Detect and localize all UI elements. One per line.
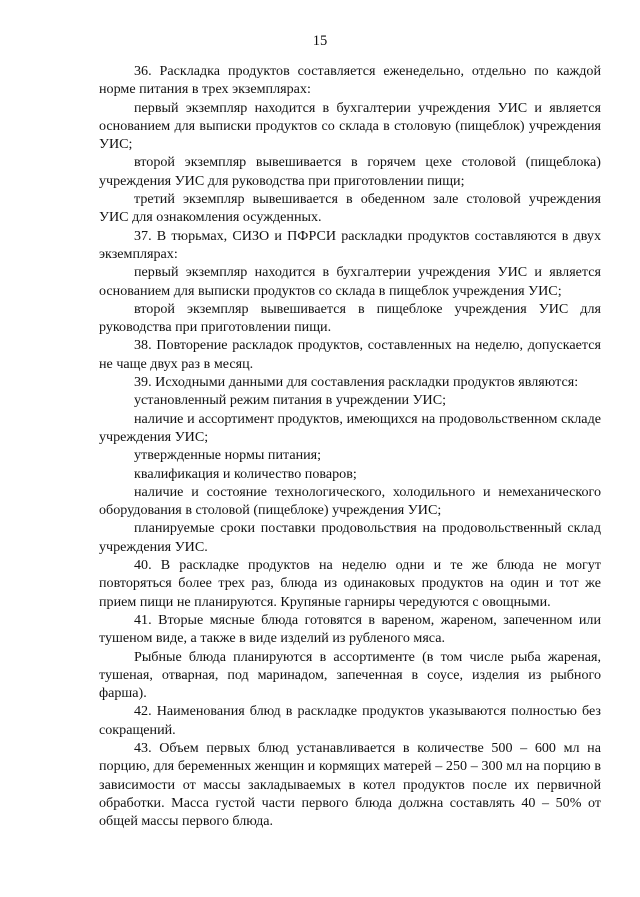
paragraph-39-item-3: утвержденные нормы питания; bbox=[134, 447, 322, 464]
paragraph-36: 36. Раскладка продуктов составляется еженедельно, отдельно по каждой норме питания в трех экземплярах: bbox=[99, 63, 601, 98]
paragraph-36-copy-1: первый экземпляр находится в бухгалтерии учреждения УИС и является основанием для выписки продуктов со склада в столовую (пищеблок) учреждения УИС; bbox=[99, 99, 601, 153]
paragraph-36-copy-2: второй экземпляр вывешивается в горячем цехе столовой (пищеблока) учреждения УИС для руководства при приготовлении пищи; bbox=[99, 154, 601, 189]
paragraph-39-item-6: планируемые сроки поставки продовольствия на продовольственный склад учреждения УИС. bbox=[99, 520, 601, 555]
page-number: 15 bbox=[312, 33, 328, 49]
document-body bbox=[99, 62, 601, 830]
paragraph-36-copy-3: третий экземпляр вывешивается в обеденном зале столовой учреждения УИС для ознакомления осужденных. bbox=[99, 191, 601, 226]
paragraph-39-item-2: наличие и ассортимент продуктов, имеющихся на продовольственном складе учреждения УИС; bbox=[99, 410, 601, 445]
paragraph-39-item-5: наличие и состояние технологического, холодильного и немеханического оборудования в столовой (пищеблоке) учреждения УИС; bbox=[99, 483, 601, 519]
paragraph-41: 41. Вторые мясные блюда готовятся в вареном, жареном, запеченном или тушеном виде, а также в виде изделий из рубленого мяса. bbox=[99, 611, 601, 647]
paragraph-42: 42. Наименования блюд в раскладке продуктов указываются полностью без сокращений. bbox=[99, 703, 601, 738]
paragraph-38: 38. Повторение раскладок продуктов, составленных на неделю, допускается не чаще двух раз в месяц. bbox=[99, 337, 601, 372]
paragraph-37: 37. В тюрьмах, СИЗО и ПФРСИ раскладки продуктов составляются в двух экземплярах: bbox=[99, 227, 601, 262]
paragraph-39-item-4: квалификация и количество поваров; bbox=[134, 465, 357, 482]
paragraph-37-copy-1: первый экземпляр находится в бухгалтерии учреждения УИС и является основанием для выписки продуктов со склада в пищеблок учреждения УИС; bbox=[99, 264, 601, 299]
paragraph-40: 40. В раскладке продуктов на неделю одни и те же блюда не могут повторяться более трех раз, блюда из одинаковых продуктов на один и тот же прием пищи не планируются. Крупяные гарниры чередуются с овощными. bbox=[99, 557, 601, 610]
paragraph-37-copy-2: второй экземпляр вывешивается в пищеблоке учреждения УИС для руководства при приготовлении пищи. bbox=[99, 300, 601, 336]
paragraph-43: 43. Объем первых блюд устанавливается в количестве 500 – 600 мл на порцию, для беременных женщин и кормящих матерей – 250 – 300 мл на порцию в зависимости от массы закладываемых в котел продуктов после их первичной обработки. Масса густой части первого блюда должна составлять 40 – 50% от общей массы первого блюда. bbox=[99, 739, 601, 830]
paragraph-41-fish: Рыбные блюда планируются в ассортименте (в том числе рыба жареная, тушеная, отварная, под маринадом, запеченная в соусе, изделия из рыбного фарша). bbox=[99, 648, 601, 702]
paragraph-39-item-1: установленный режим питания в учреждении УИС; bbox=[134, 392, 447, 409]
paragraph-39: 39. Исходными данными для составления раскладки продуктов являются: bbox=[134, 374, 579, 391]
